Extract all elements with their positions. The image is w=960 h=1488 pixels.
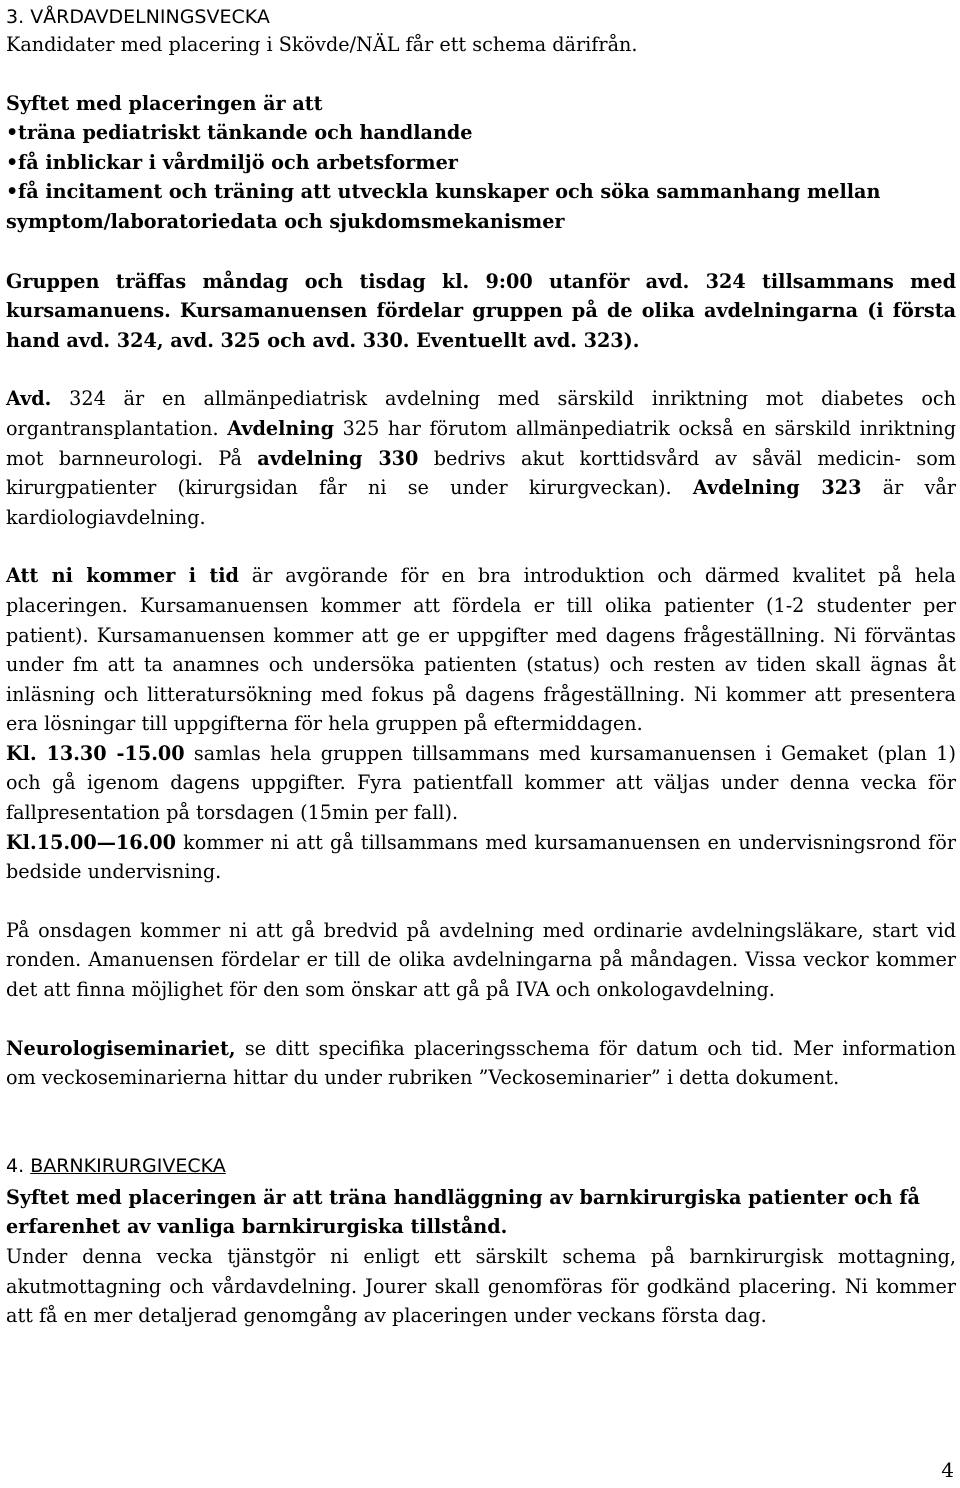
bullet-icon: • xyxy=(6,150,19,174)
purpose-list xyxy=(6,118,956,236)
section-title: VÅRDAVDELNINGSVECKA xyxy=(30,6,270,28)
neuro-paragraph: Neurologiseminariet, se ditt specifika placeringsschema för datum och tid. Mer information om veckoseminarierna hittar du under rubriken ”Veckoseminarier” i detta dokument. xyxy=(6,1036,956,1090)
section-4-purpose: Syftet med placeringen är att träna handläggning av barnkirurgiska patienter och få erfarenhet av vanliga barnkirurgiska tillstånd. xyxy=(6,1185,920,1239)
page-number: 4 xyxy=(941,1458,954,1482)
list-item: •få inblickar i vårdmiljö och arbetsformer xyxy=(6,148,956,178)
purpose-heading: Syftet med placeringen är att xyxy=(6,91,323,115)
wards-paragraph: Avd. 324 är en allmänpediatrisk avdelning med särskild inriktning mot diabetes och organtransplantation. Avdelning 325 har förutom allmänpediatrik också en särskild inriktning mot barnneurologi. På avdelning 330 bedrivs akut korttidsvård av såväl medicin- som kirurgpatienter (kirurgsidan får ni se under kirurgveckan). Avdelning 323 är vår kardiologiavdelning. xyxy=(6,387,957,529)
section-4-body: Under denna vecka tjänstgör ni enligt ett särskilt schema på barnkirurgisk mottagning, akutmottagning och vårdavdelning. Jourer skall genomföras för godkänd placering. Ni kommer att få en mer detaljerad genomgång av placeringen under veckans första dag. xyxy=(6,1245,956,1328)
bullet-icon: • xyxy=(6,121,19,145)
section-3-heading xyxy=(6,4,956,30)
intro-text: Kandidater med placering i Skövde/NÄL får ett schema därifrån. xyxy=(6,33,638,56)
section-title: BARNKIRURGIVECKA xyxy=(30,1154,226,1177)
list-item: •träna pediatriskt tänkande och handlande xyxy=(6,118,956,148)
section-4-heading xyxy=(6,1153,956,1179)
document-page xyxy=(6,4,956,1331)
section-number: 4. xyxy=(6,1154,25,1177)
timing-paragraph: Att ni kommer i tid är avgörande för en bra introduktion och därmed kvalitet på hela placeringen. Kursamanuensen kommer att fördela er till olika patienter (1-2 studenter per patient). Kursamanuensen kommer att ge er uppgifter med dagens frågeställning. Ni förväntas under fm att ta anamnes och undersöka patienten (status) och resten av tiden skall ägnas åt inläsning och litteratursökning med fokus på dagens frågeställning. Ni kommer att presentera era lösningar till uppgifterna för hela gruppen på eftermiddagen. Kl. 13.30 -15.00 samlas hela gruppen tillsammans med kursamanuensen i Gemaket (plan 1) och gå igenom dagens uppgifter. Fyra patientfall kommer att väljas under denna vecka för fallpresentation på torsdagen (15min per fall). Kl.15.00—16.00 kommer ni att gå tillsammans med kursamanuensen en undervisningsrond för bedside undervisning. xyxy=(6,564,956,884)
wednesday-paragraph: På onsdagen kommer ni att gå bredvid på avdelning med ordinarie avdelningsläkare, start vid ronden. Amanuensen fördelar er till de olika avdelningarna på måndagen. Vissa veckor kommer det att finna möjlighet för den som önskar att gå på IVA och onkologavdelning. xyxy=(6,918,956,1002)
list-item: •få incitament och träning att utveckla kunskaper och söka sammanhang mellan symptom/laboratoriedata och sjukdomsmekanismer xyxy=(6,177,956,236)
meeting-paragraph: Gruppen träffas måndag och tisdag kl. 9:00 utanför avd. 324 tillsammans med kursamanuens. Kursamanuensen fördelar gruppen på de olika avdelningarna (i första hand avd. 324, avd. 325 och avd. 330. Eventuellt avd. 323). xyxy=(6,269,956,352)
section-number: 3. xyxy=(6,6,25,28)
bullet-icon: • xyxy=(6,180,19,204)
